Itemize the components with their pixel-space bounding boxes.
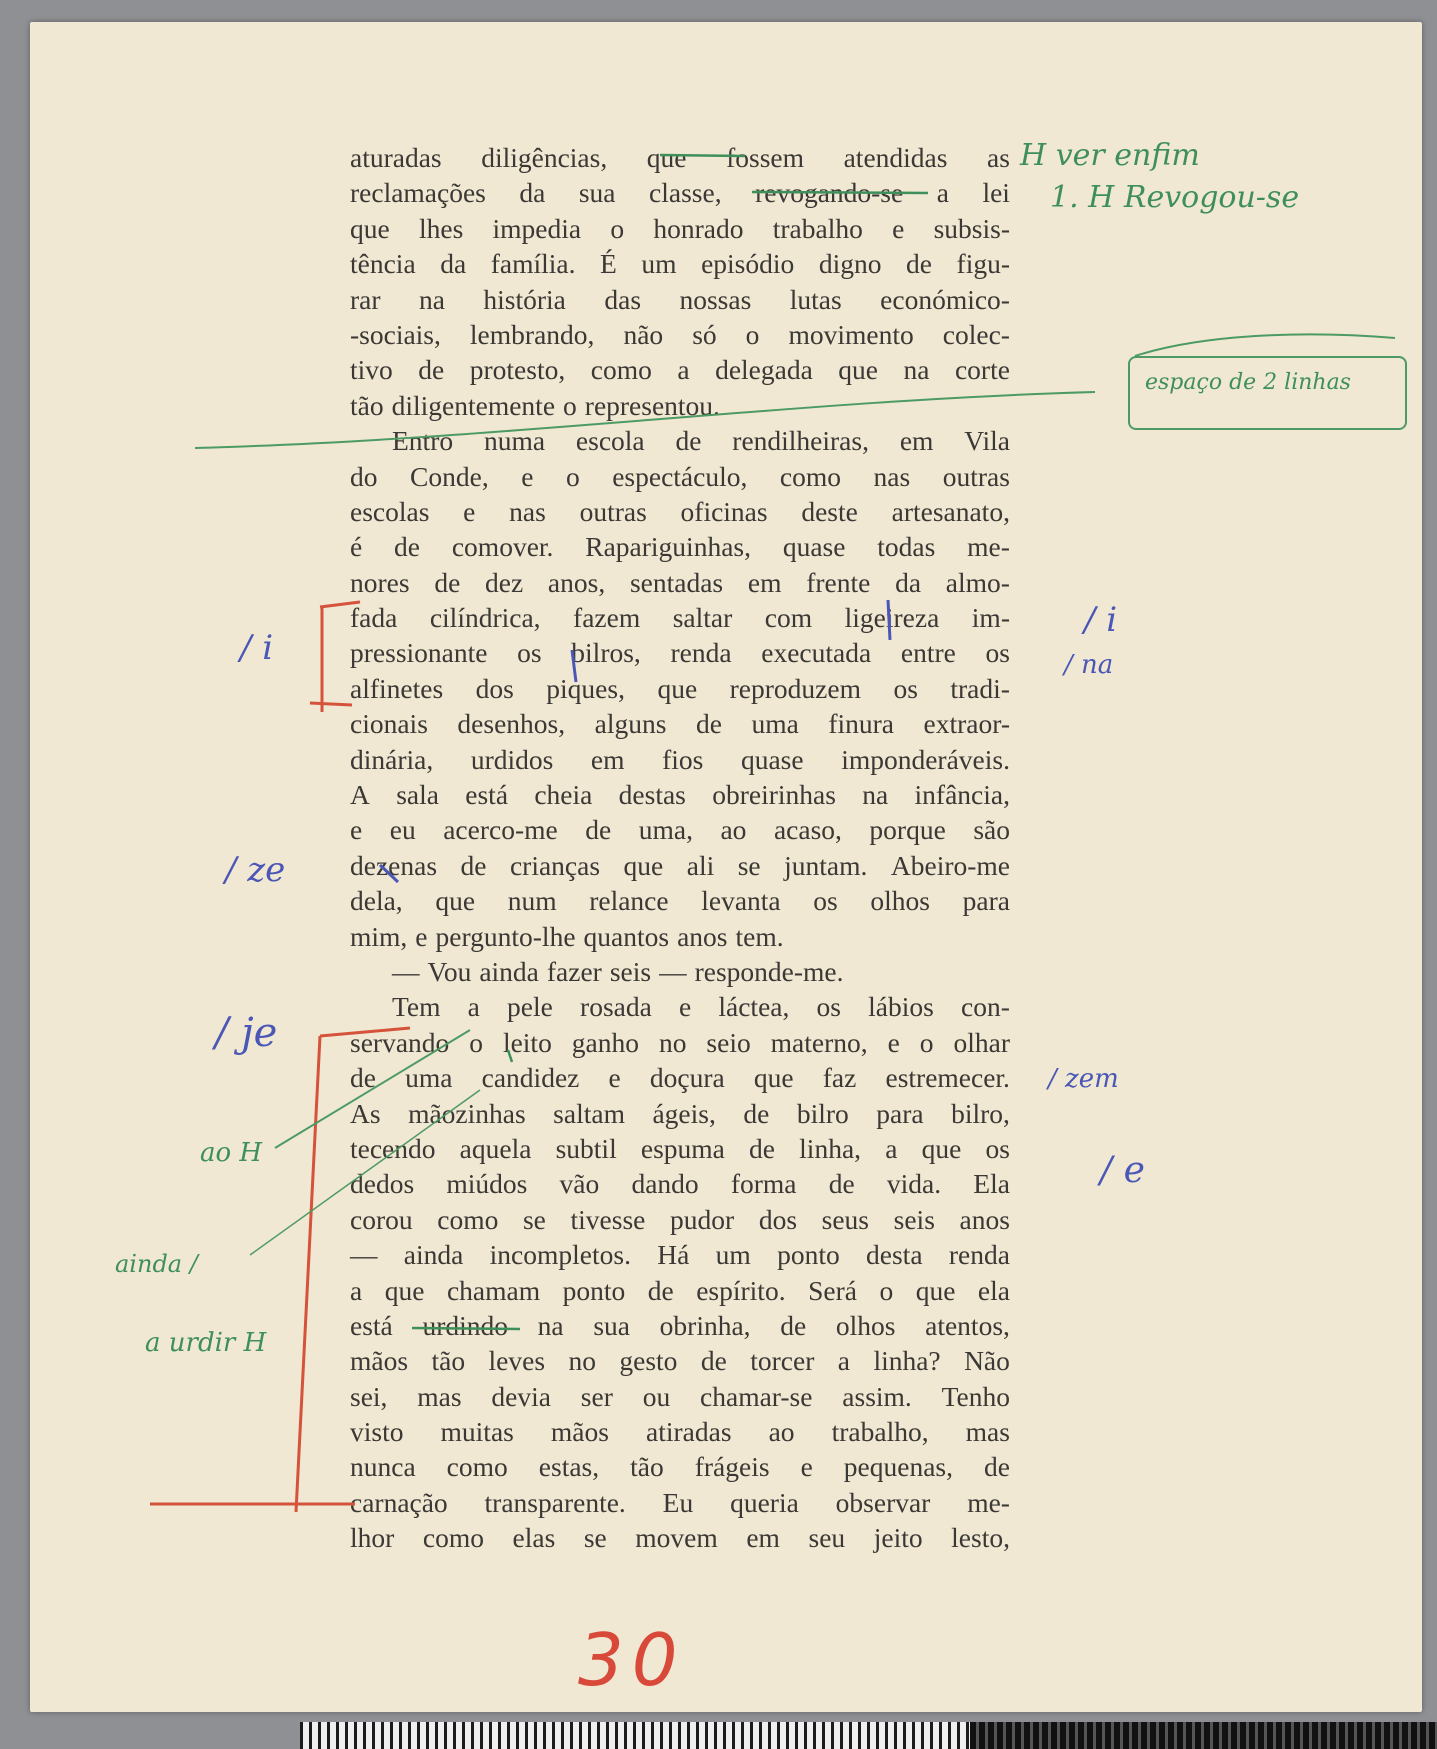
annotation-left-je: / je (215, 1010, 278, 1056)
text-line: sei, mas devia ser ou chamar-se assim. Tenho (350, 1380, 1010, 1412)
text-line: a que chamam ponto de espírito. Será o que ela (350, 1274, 1010, 1306)
text-line: dezenas de crianças que ali se juntam. Abeiro-me (350, 849, 1010, 881)
text-line: dedos miúdos vão dando forma de vida. Ela (350, 1168, 1010, 1200)
annotation-espaco-linhas: espaço de 2 linhas (1145, 370, 1351, 395)
text-line: de uma candidez e doçura que faz estremecer. (350, 1062, 1010, 1094)
text-line: tência da família. É um episódio digno de figu- (350, 248, 1010, 280)
scale-ruler-dark (970, 1722, 1437, 1749)
text-line: escolas e nas outras oficinas deste artesanato, (350, 495, 1010, 527)
text-line: nores de dez anos, sentadas em frente da almo- (350, 566, 1010, 598)
text-line: é de comover. Rapariguinhas, quase todas me- (350, 531, 1010, 563)
text-line: cionais desenhos, alguns de uma finura extraor- (350, 708, 1010, 740)
text-line: corou como se tivesse pudor dos seus seis anos (350, 1203, 1010, 1235)
text-line: aturadas diligências, que fossem atendidas as (350, 142, 1010, 173)
text-line: -sociais, lembrando, não só o movimento colec- (350, 318, 1010, 350)
text-line: tivo de protesto, como a delegada que na corte (350, 354, 1010, 386)
annotation-left-urdir: a urdir H (145, 1328, 267, 1358)
text-line: está urdindo na sua obrinha, de olhos atentos, (350, 1309, 1010, 1341)
annotation-right-i: / i (1084, 600, 1118, 640)
text-line: mim, e pergunto-lhe quantos anos tem. (350, 920, 784, 952)
annotation-left-ao: ao H (200, 1138, 263, 1168)
body-text (350, 140, 1010, 1556)
text-line: fada cilíndrica, fazem saltar com ligeireza im- (350, 602, 1010, 634)
text-line: que lhes impedia o honrado trabalho e subsis- (350, 212, 1010, 244)
text-line: e eu acerco-me de uma, ao acaso, porque são (350, 814, 1010, 846)
text-line: dinária, urdidos em fios quase imponderáveis. (350, 743, 1010, 775)
annotation-right-e: / e (1100, 1150, 1145, 1191)
text-line: alfinetes dos piques, que reproduzem os tradi- (350, 672, 1010, 704)
annotation-ver-enfim: H ver enfim (1020, 138, 1200, 173)
text-line: A sala está cheia destas obreirinhas na infância, (350, 779, 1010, 811)
text-line: carnação transparente. Eu queria observar me- (350, 1486, 1010, 1518)
text-line: lhor como elas se movem em seu jeito lesto, (350, 1522, 1010, 1554)
text-line: tecendo aquela subtil espuma de linha, a que os (350, 1132, 1010, 1164)
annotation-right-na: / na (1064, 650, 1114, 680)
text-line: pressionante os bilros, renda executada entre os (350, 637, 1010, 669)
text-line: As mãozinhas saltam ágeis, de bilro para bilro, (350, 1097, 1010, 1129)
text-line: reclamações da sua classe, revogando-se a lei (350, 177, 1010, 209)
text-line: Entro numa escola de rendilheiras, em Vila (392, 425, 1010, 457)
text-line: do Conde, e o espectáculo, como nas outras (350, 460, 1010, 492)
text-line: — ainda incompletos. Há um ponto desta renda (350, 1239, 1010, 1271)
annotation-left-ainda: ainda / (115, 1250, 198, 1278)
annotation-right-zem: / zem (1048, 1064, 1119, 1094)
text-line: nunca como estas, tão frágeis e pequenas, de (350, 1451, 1010, 1483)
text-line: dela, que num relance levanta os olhos para (350, 885, 1010, 917)
text-line: tão diligentemente o representou. (350, 389, 720, 421)
text-line: — Vou ainda fazer seis — responde-me. (392, 955, 844, 987)
text-line: Tem a pele rosada e láctea, os lábios con- (392, 991, 1010, 1023)
text-line: servando o leito ganho no seio materno, e o olhar (350, 1026, 1010, 1058)
annotation-left-ze: / ze (225, 850, 286, 890)
page-number: 30 (578, 1618, 686, 1702)
annotation-revogou-se: 1. H Revogou-se (1050, 180, 1300, 215)
annotation-left-i: / i (240, 628, 274, 668)
text-line: visto muitas mãos atiradas ao trabalho, mas (350, 1416, 1010, 1448)
text-line: mãos tão leves no gesto de torcer a linha? Não (350, 1345, 1010, 1377)
text-line: rar na história das nossas lutas económico- (350, 283, 1010, 315)
